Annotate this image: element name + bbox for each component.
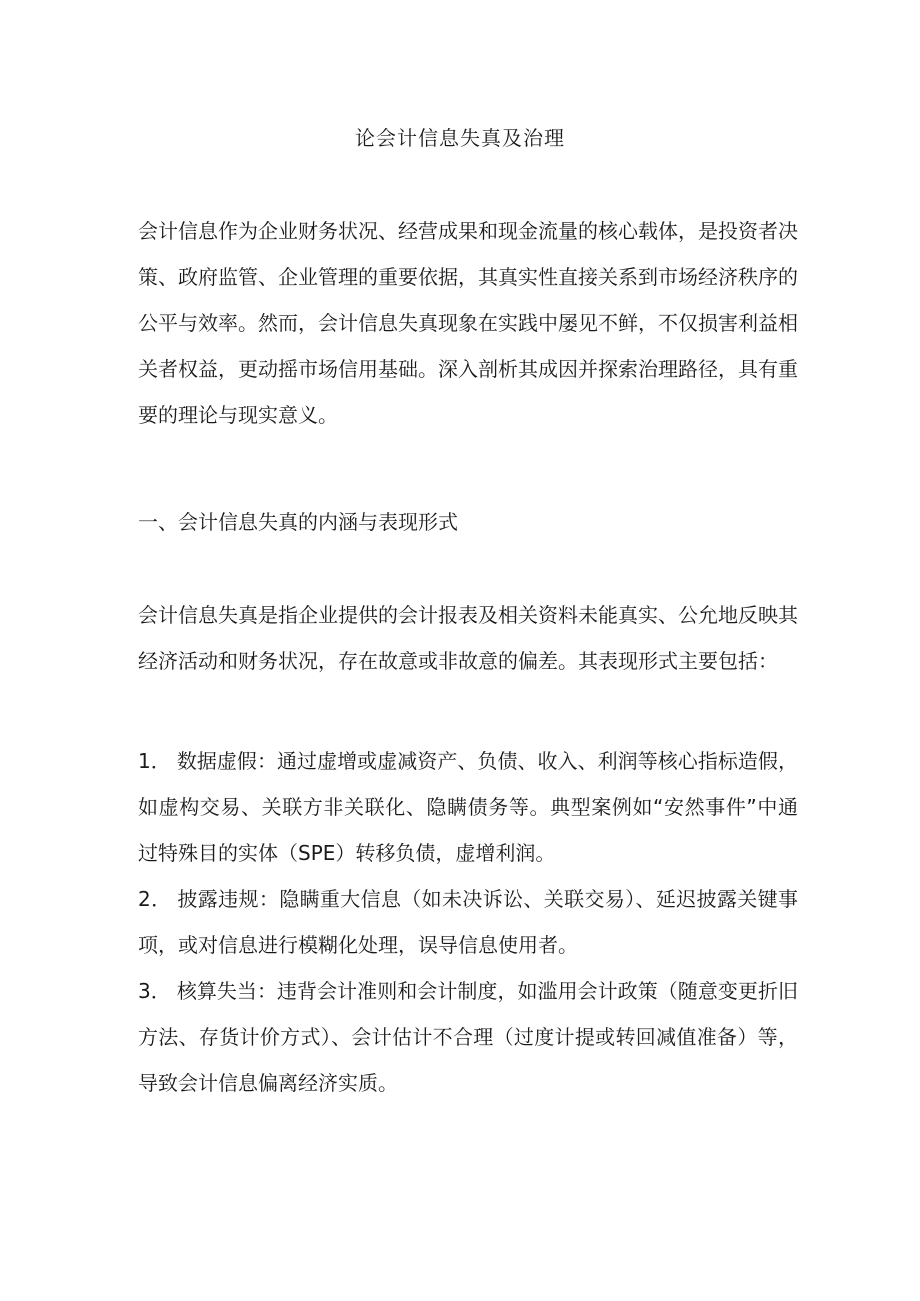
intro-paragraph: 会计信息作为企业财务状况、经营成果和现金流量的核心载体，是投资者决策、政府监管、企业管理的重要依据，其真实性直接关系到市场经济秩序的公平与效率。然而，会计信息失真现象在实践中屡见不鲜，不仅损害利益相关者权益，更动摇市场信用基础。深入剖析其成因并探索治理路径，具有重要的理论与现实意义。 xyxy=(138,219,798,427)
document-title: 论会计信息失真及治理 xyxy=(355,126,565,150)
definition-paragraph: 会计信息失真是指企业提供的会计报表及相关资料未能真实、公允地反映其经济活动和财务状况，存在故意或非故意的偏差。其表现形式主要包括： xyxy=(138,603,798,673)
list-item xyxy=(138,738,798,876)
list-item-text: 数据虚假：通过虚增或虚减资产、负债、收入、利润等核心指标造假，如虚构交易、关联方非关联化、隐瞒债务等。典型案例如“安然事件”中通过特殊目的实体（SPE）转移负债，虚增利润。 xyxy=(138,749,798,865)
section-heading: 一、会计信息失真的内涵与表现形式 xyxy=(138,510,458,534)
list-item-number: 1． xyxy=(138,749,171,773)
list-item-text: 核算失当：违背会计准则和会计制度，如滥用会计政策（随意变更折旧方法、存货计价方式）、会计估计不合理（过度计提或转回减值准备）等，导致会计信息偏离经济实质。 xyxy=(138,979,798,1095)
list-item-number: 3． xyxy=(138,979,171,1003)
list-item xyxy=(138,876,798,968)
list-item-number: 2． xyxy=(138,887,172,911)
list-item-text: 披露违规：隐瞒重大信息（如未决诉讼、关联交易）、延迟披露关键事项，或对信息进行模糊化处理，误导信息使用者。 xyxy=(138,887,798,957)
list-item xyxy=(138,968,798,1106)
